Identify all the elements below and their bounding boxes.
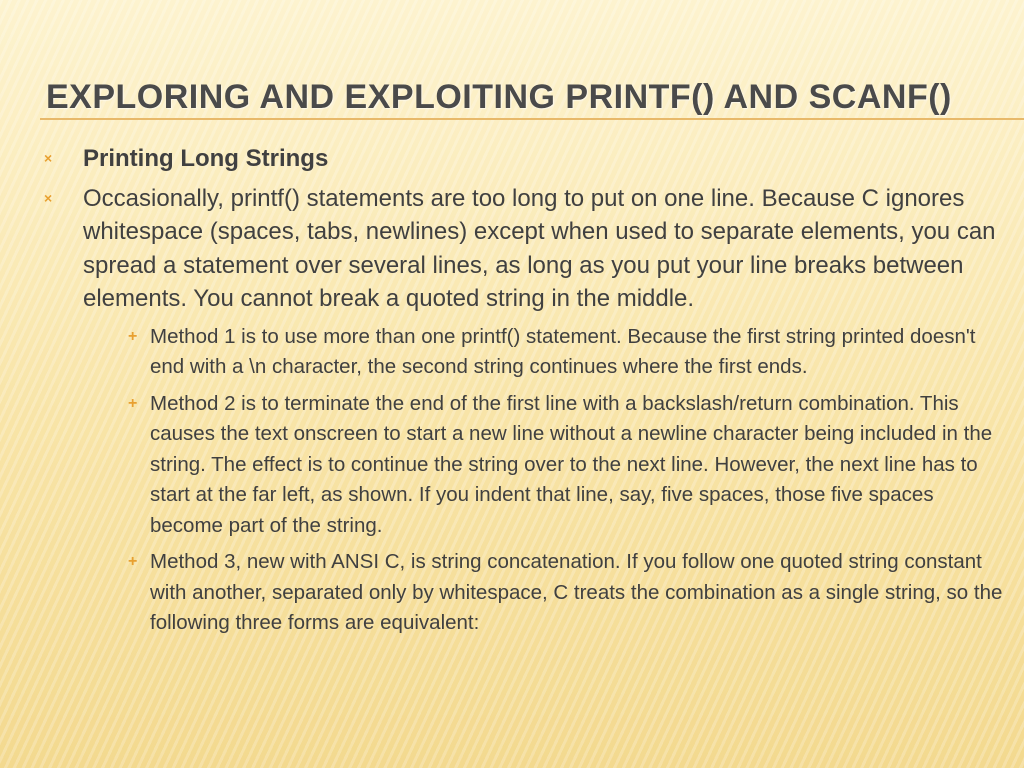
sub-bullet-text: Method 2 is to terminate the end of the first line with a backslash/return combination. This causes the text onscreen to start a new line without a newline character being included in the string. The effect is to continue the string over to the next line. However, the next line has to start at the far left, as shown. If you indent that line, say, five spaces, those five spaces become part of the string. xyxy=(150,391,993,537)
plus-bullet-icon: + xyxy=(128,327,138,345)
sub-bullet-method-3 xyxy=(128,547,1004,639)
x-bullet-icon: × xyxy=(44,189,53,206)
sub-bullet-method-1 xyxy=(128,322,1004,383)
bullet-printing-long-strings xyxy=(44,142,1004,176)
title-divider xyxy=(40,118,1024,120)
sub-bullet-text: Method 1 is to use more than one printf() statement. Because the first string printed doesn't end with a \n character, the second string continues where the first ends. xyxy=(150,324,976,378)
bullet-text: Occasionally, printf() statements are too long to put on one line. Because C ignores whitespace (spaces, tabs, newlines) except when used to separate elements, you can spread a statement over several lines, as long as you put your line breaks between elements. You cannot break a quoted string in the middle. xyxy=(83,184,996,312)
sub-bullet-text: Method 3, new with ANSI C, is string concatenation. If you follow one quoted string constant with another, separated only by whitespace, C treats the combination as a single string, so the following three forms are equivalent: xyxy=(150,550,1003,634)
sub-bullet-method-2 xyxy=(128,389,1004,542)
plus-bullet-icon: + xyxy=(128,394,138,412)
plus-bullet-icon: + xyxy=(128,553,138,570)
bullet-text: Printing Long Strings xyxy=(83,145,329,172)
slide-content xyxy=(44,142,1004,639)
bullet-occasionally xyxy=(44,182,1004,316)
x-bullet-icon: × xyxy=(44,150,53,166)
slide-title: EXPLORING AND EXPLOITING PRINTF() AND SCANF() xyxy=(46,78,952,116)
